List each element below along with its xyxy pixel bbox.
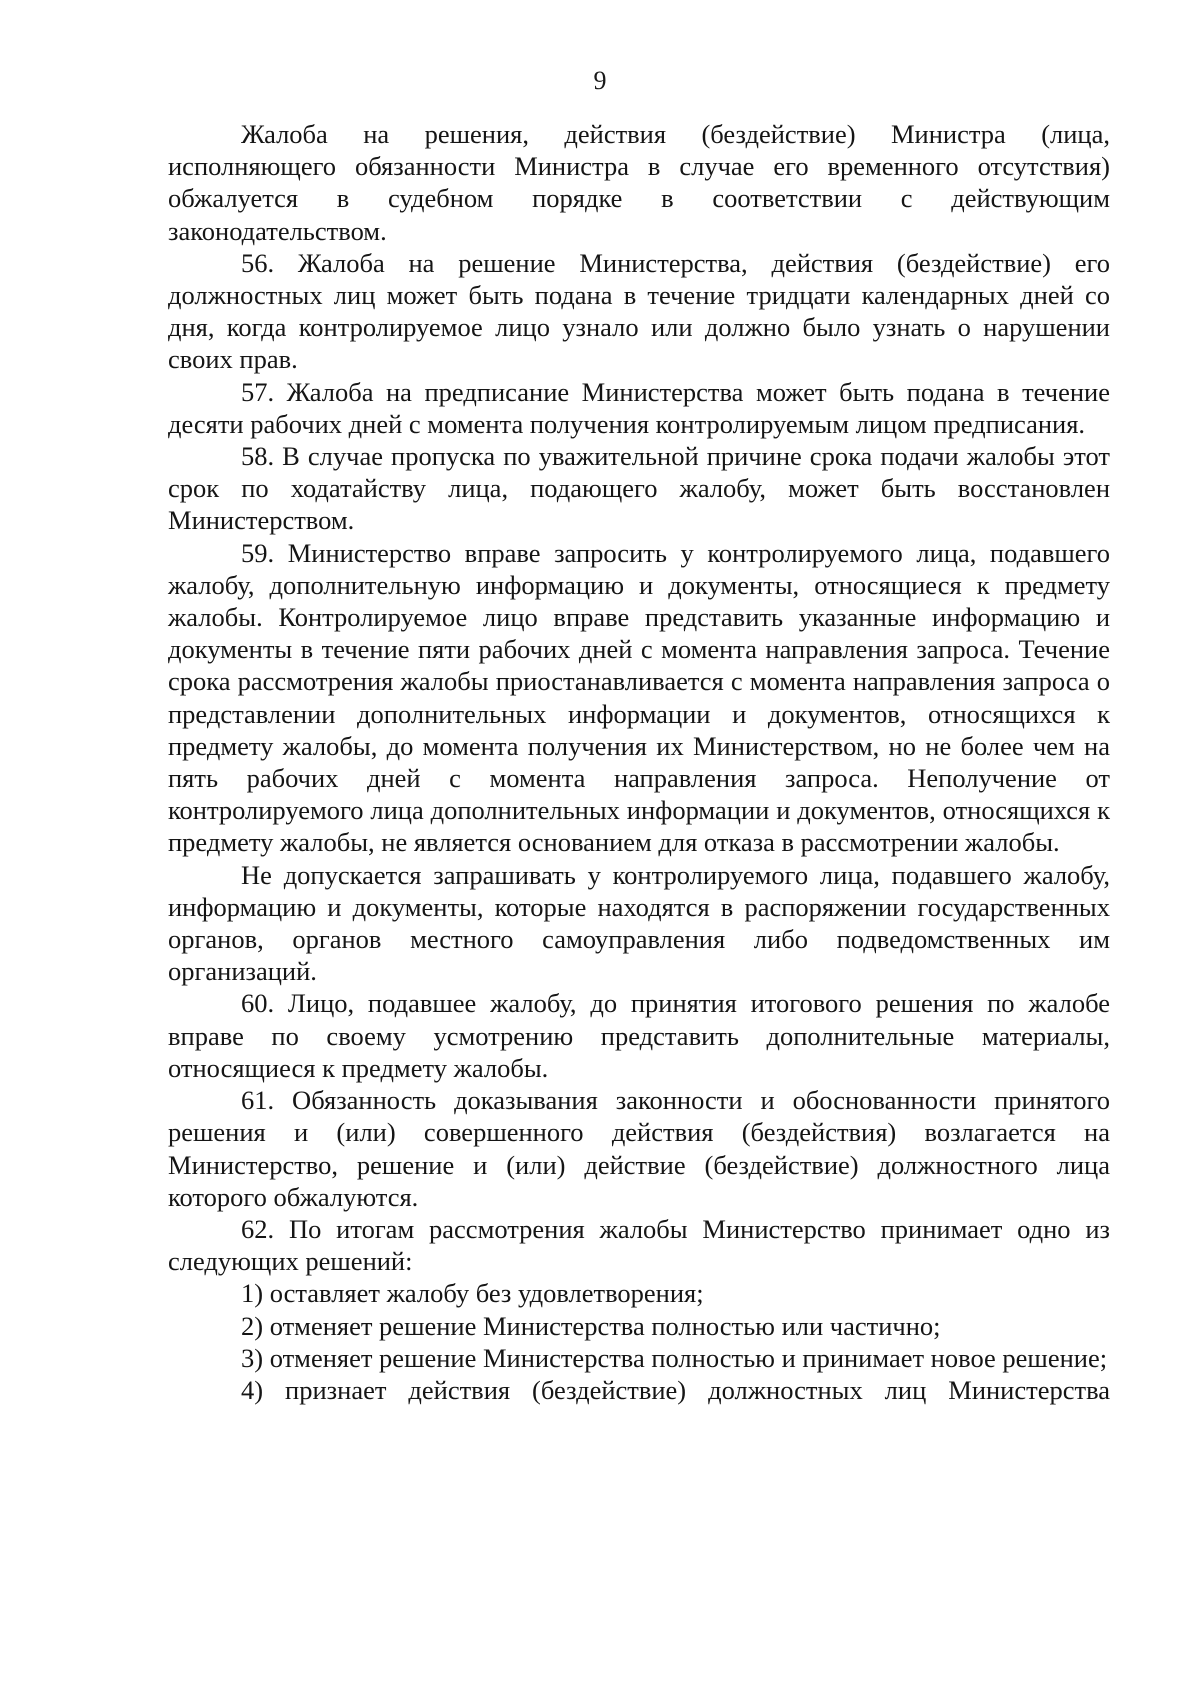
paragraph-57: 57. Жалоба на предписание Министерства может быть подана в течение десяти рабочих дней с момента получения контролируемым лицом предписания.	[168, 376, 1110, 439]
paragraph-59: 59. Министерство вправе запросить у контролируемого лица, подавшего жалобу, дополнительную информацию и документы, относящиеся к предмету жалобы. Контролируемое лицо вправе представить указанные информацию и документы в течение пяти рабочих дней с момента направления запроса. Течение срока рассмотрения жалобы приостанавливается с момента направления запроса о представлении дополнительных информации и документов, относящихся к предмету жалобы, до момента получения их Министерством, но не более чем на пять рабочих дней с момента направления запроса. Неполучение от контролируемого лица дополнительных информации и документов, относящихся к предмету жалобы, не является основанием для отказа в рассмотрении жалобы.	[168, 537, 1110, 858]
paragraph-not-allowed-request: Не допускается запрашивать у контролируемого лица, подавшего жалобу, информацию и документы, которые находятся в распоряжении государственных органов, органов местного самоуправления либо подведомственных им организаций.	[168, 859, 1110, 987]
list-item-1: 1) оставляет жалобу без удовлетворения;	[241, 1278, 704, 1309]
document-body	[168, 118, 1110, 1406]
paragraph-56: 56. Жалоба на решение Министерства, действия (бездействие) его должностных лиц может быть подана в течение тридцати календарных дней со дня, когда контролируемое лицо узнало или должно было узнать о нарушении своих прав.	[168, 247, 1110, 375]
paragraph-58: 58. В случае пропуска по уважительной причине срока подачи жалобы этот срок по ходатайству лица, подающего жалобу, может быть восстановлен Министерством.	[168, 441, 1110, 536]
paragraph-62: 62. По итогам рассмотрения жалобы Министерство принимает одно из следующих решений:	[168, 1213, 1110, 1277]
page-number: 9	[593, 66, 607, 95]
list-item-4: 4) признает действия (бездействие) должностных лиц Министерства	[241, 1374, 1110, 1405]
paragraph-60: 60. Лицо, подавшее жалобу, до принятия итогового решения по жалобе вправе по своему усмотрению представить дополнительные материалы, относящиеся к предмету жалобы.	[168, 988, 1110, 1083]
list-item-2: 2) отменяет решение Министерства полностью или частично;	[241, 1310, 941, 1341]
paragraph-61: 61. Обязанность доказывания законности и обоснованности принятого решения и (или) совершенного действия (бездействия) возлагается на Министерство, решение и (или) действие (бездействие) должностного лица которого обжалуются.	[168, 1085, 1110, 1212]
paragraph-appeal-minister: Жалоба на решения, действия (бездействие) Министра (лица, исполняющего обязанности Министра в случае его временного отсутствия) обжалуется в судебном порядке в соответствии с действующим законодательством.	[168, 119, 1110, 246]
list-item-3: 3) отменяет решение Министерства полностью и принимает новое решение;	[241, 1342, 1108, 1373]
